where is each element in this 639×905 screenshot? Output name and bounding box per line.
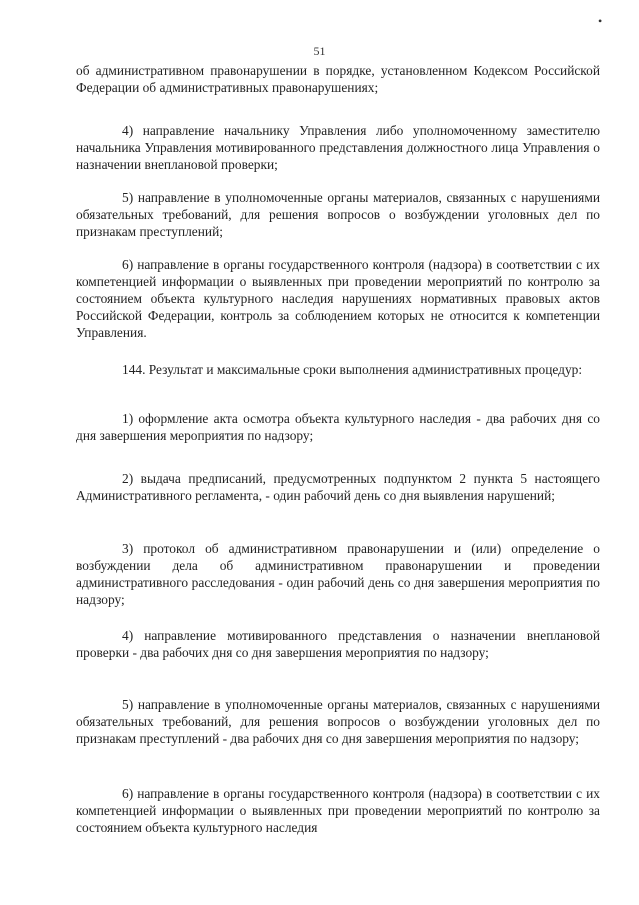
paragraph-result-1: 1) оформление акта осмотра объекта культурного наследия - два рабочих дня со дня завершения мероприятия по надзору;: [76, 411, 600, 443]
paragraph-result-2: 2) выдача предписаний, предусмотренных подпунктом 2 пункта 5 настоящего Административного регламента, - один рабочий день со дня выявления нарушений;: [76, 471, 600, 503]
paragraph-continuation: об административном правонарушении в порядке, установленном Кодексом Российской Федерации об административных правонарушениях;: [76, 63, 600, 95]
paragraph-result-5: 5) направление в уполномоченные органы материалов, связанных с нарушениями обязательных требований, для решения вопросов о возбуждении уголовных дел по признакам преступлений - два рабочих дня со дня завершения мероприятия по надзору;: [76, 697, 600, 746]
paragraph-result-3: 3) протокол об административном правонарушении и (или) определение о возбуждении дела об административном правонарушении и проведении административного расследования - один рабочий день со дня завершения мероприятия по надзору;: [76, 541, 600, 607]
paragraph-item-6: 6) направление в органы государственного контроля (надзора) в соответствии с их компетенцией информации о выявленных при проведении мероприятий по контролю за состоянием объекта культурного наследия нарушениях нормативных правовых актов Российской Федерации, контроль за соблюдением которых не относится к компетенции Управления.: [76, 257, 600, 340]
corner-mark: •: [598, 14, 603, 28]
paragraph-item-4: 4) направление начальнику Управления либо уполномоченному заместителю начальника Управления мотивированного представления должностного лица Управления о назначении внеплановой проверки;: [76, 123, 600, 172]
paragraph-result-6: 6) направление в органы государственного контроля (надзора) в соответствии с их компетенцией информации о выявленных при проведении мероприятий по контролю за состоянием объекта культурного наследия: [76, 786, 600, 835]
paragraph-result-4: 4) направление мотивированного представления о назначении внеплановой проверки - два рабочих дня со дня завершения мероприятия по надзору;: [76, 628, 600, 660]
page-number: 51: [313, 44, 326, 58]
paragraph-item-5: 5) направление в уполномоченные органы материалов, связанных с нарушениями обязательных требований, для решения вопросов о возбуждении уголовных дел по признакам преступлений;: [76, 190, 600, 239]
paragraph-144: 144. Результат и максимальные сроки выполнения административных процедур:: [122, 362, 583, 377]
